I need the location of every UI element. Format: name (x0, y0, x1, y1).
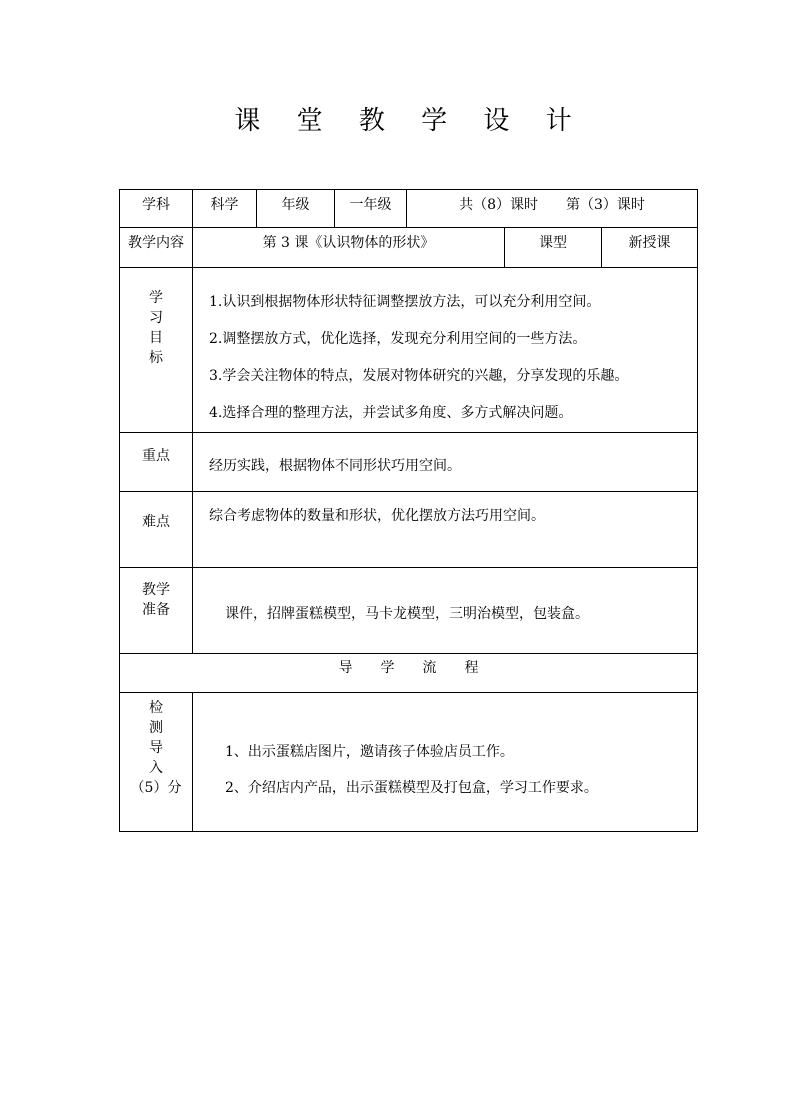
preparation-label-line: 教学 (142, 582, 170, 598)
process-heading: 导 学 流 程 (120, 654, 698, 693)
preparation-row (120, 568, 698, 654)
key-point-row (120, 433, 698, 492)
objective-item: 2.调整摆放方式，优化选择，发现充分利用空间的一些方法。 (209, 331, 587, 347)
objective-item: 1.认识到根据物体形状特征调整摆放方法，可以充分利用空间。 (209, 294, 601, 310)
subject-label: 学科 (120, 190, 193, 228)
content-label: 教学内容 (120, 228, 193, 268)
grade-label: 年级 (257, 190, 335, 228)
periods-value: 共（8）课时 第（3）课时 (407, 190, 698, 228)
content-row (120, 228, 698, 268)
key-point-label: 重点 (120, 433, 193, 492)
intro-label-line: 入 (149, 760, 163, 776)
intro-step: 2、介绍店内产品，出示蛋糕模型及打包盒，学习工作要求。 (225, 780, 598, 796)
intro-label-line: 测 (149, 720, 163, 736)
grade-value: 一年级 (335, 190, 407, 228)
objectives-list (193, 268, 698, 433)
intro-label-line: 检 (149, 700, 163, 716)
key-point-text: 经历实践，根据物体不同形状巧用空间。 (193, 433, 698, 492)
page-title: 课 堂 教 学 设 计 (234, 106, 586, 136)
difficulty-row (120, 492, 698, 568)
intro-label-line: 导 (149, 740, 163, 756)
intro-label (120, 693, 193, 832)
difficulty-label: 难点 (120, 492, 193, 568)
intro-label-line: （5）分 (130, 780, 182, 796)
objectives-label-char: 目 (149, 330, 163, 346)
objective-item: 4.选择合理的整理方法，并尝试多角度、多方式解决问题。 (209, 405, 573, 421)
intro-row (120, 693, 698, 832)
lesson-plan-table (119, 189, 698, 832)
preparation-text: 课件，招牌蛋糕模型，马卡龙模型，三明治模型，包装盒。 (193, 568, 698, 654)
objectives-row (120, 268, 698, 433)
intro-step: 1、出示蛋糕店图片，邀请孩子体验店员工作。 (225, 744, 514, 760)
objectives-label-char: 习 (149, 310, 163, 326)
content-value: 第 3 课《认识物体的形状》 (193, 228, 505, 268)
objective-item: 3.学会关注物体的特点，发展对物体研究的兴趣，分享发现的乐趣。 (209, 368, 629, 384)
subject-value: 科学 (193, 190, 257, 228)
type-label: 课型 (505, 228, 602, 268)
objectives-label (120, 268, 193, 433)
preparation-label-line: 准备 (142, 602, 170, 618)
info-row (120, 190, 698, 228)
objectives-label-char: 学 (149, 290, 163, 306)
intro-steps (193, 693, 698, 832)
difficulty-text: 综合考虑物体的数量和形状，优化摆放方法巧用空间。 (193, 492, 698, 568)
type-value: 新授课 (602, 228, 698, 268)
objectives-label-char: 标 (149, 350, 163, 366)
preparation-label (120, 568, 193, 654)
process-heading-row (120, 654, 698, 693)
